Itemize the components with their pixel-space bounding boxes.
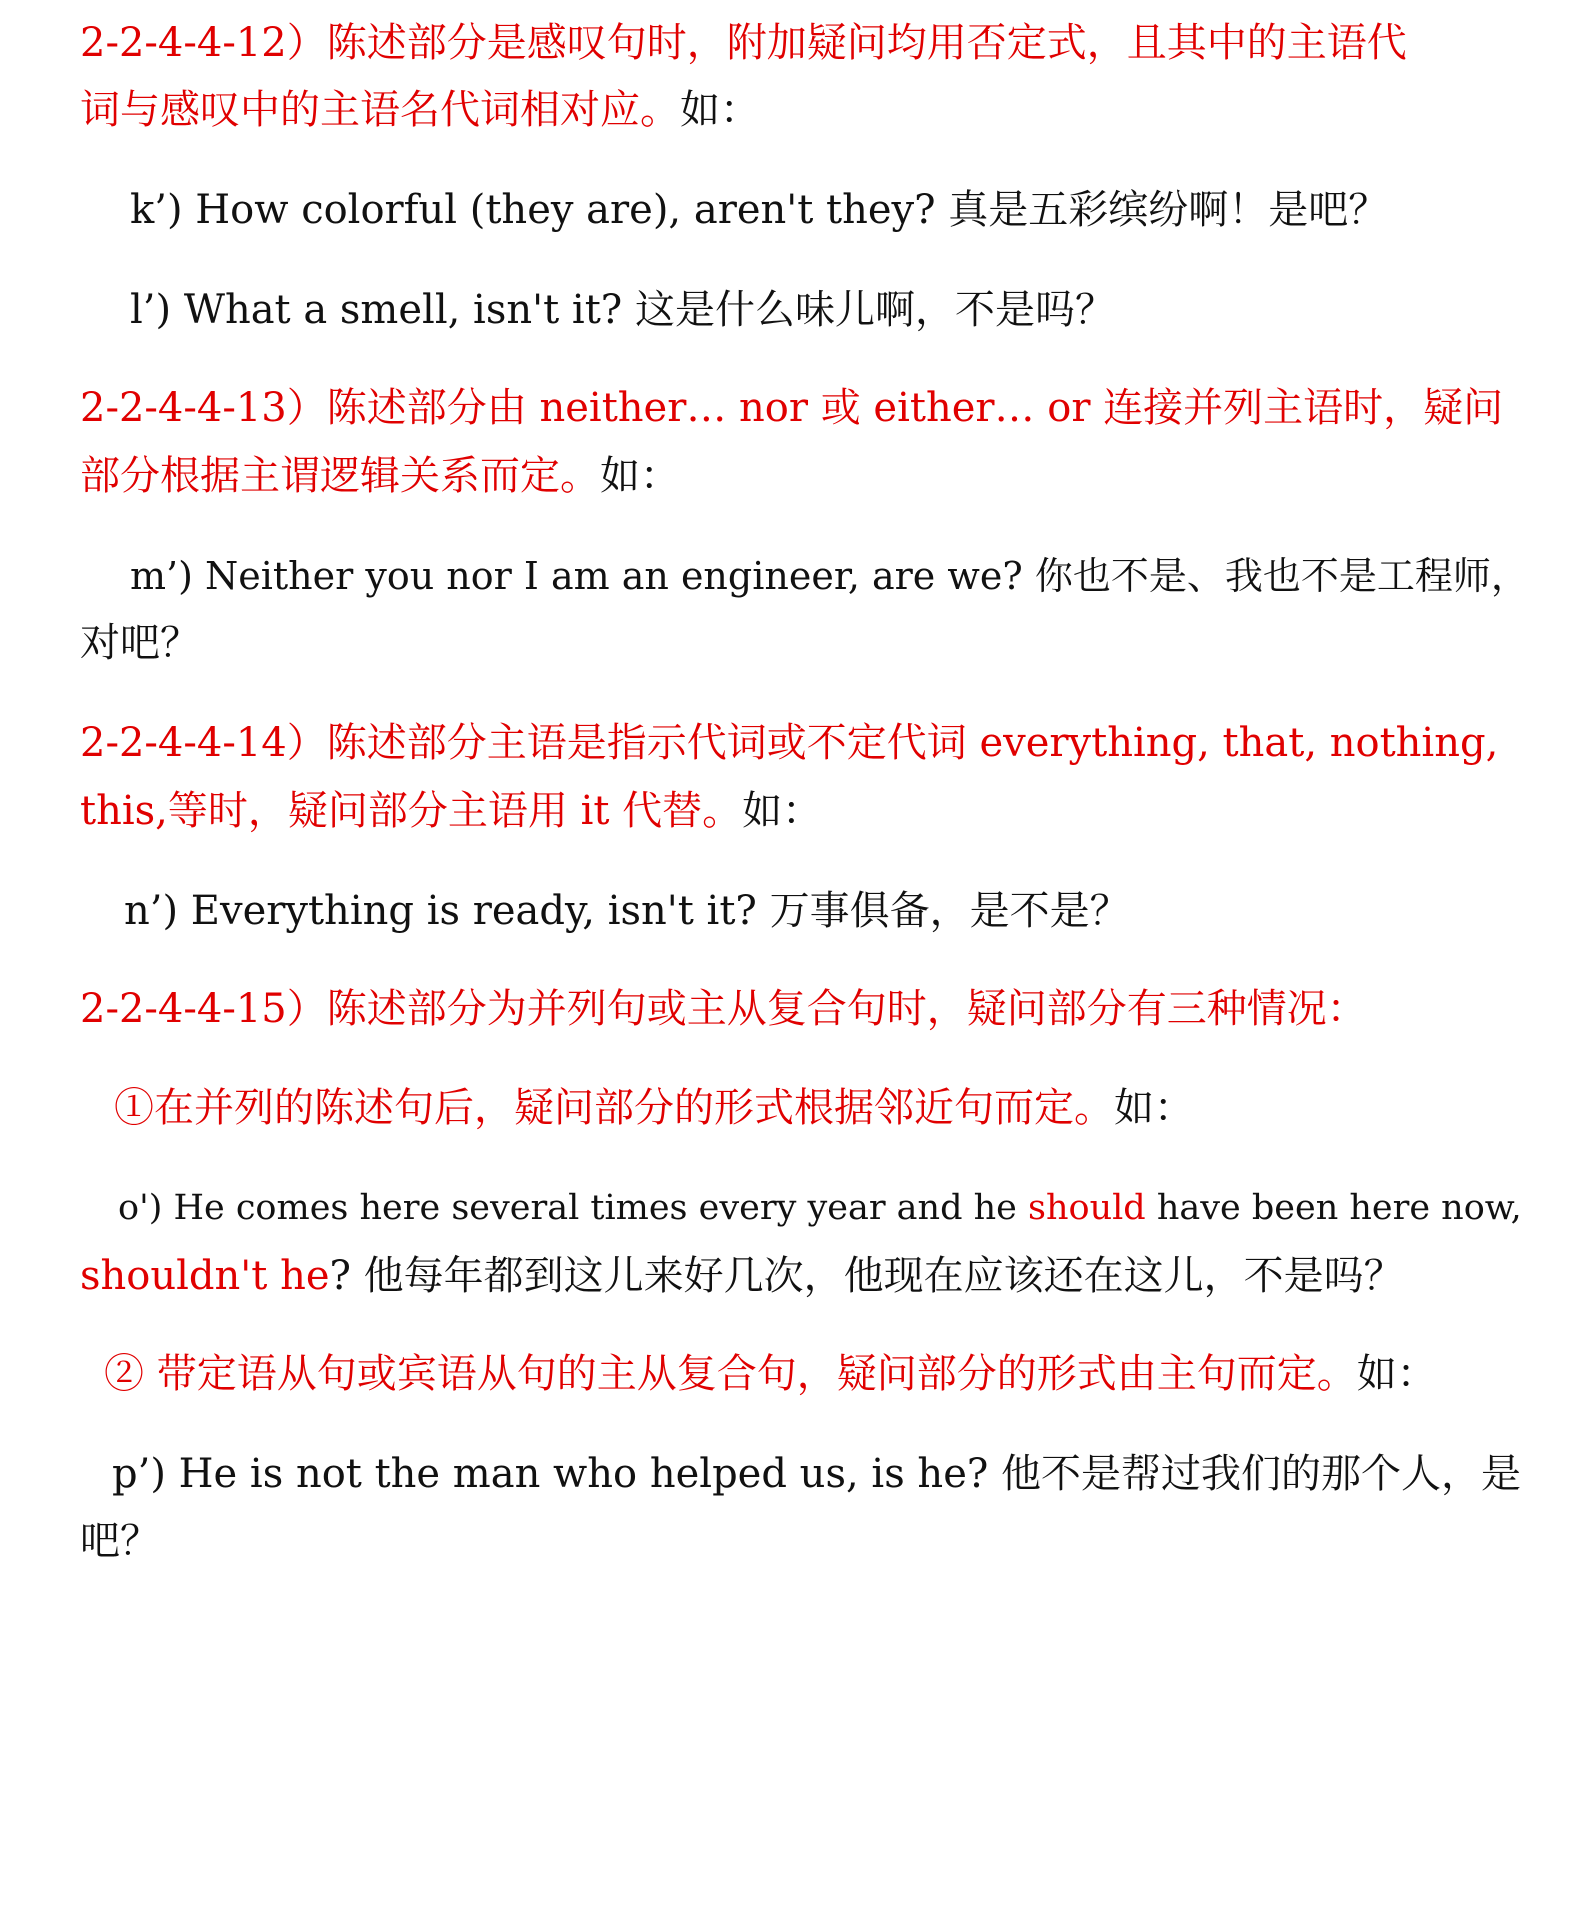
example-p-line1 (112, 1448, 1521, 1500)
heading-13-text: 2-2-4-4-13）陈述部分由 neither… nor 或 either… or 连接并列主语时，疑问 (80, 385, 1504, 431)
example-m-line2 (80, 617, 200, 669)
case-2-text: ② 带定语从句或宾语从句的主从复合句，疑问部分的形式由主句而定。 (104, 1351, 1357, 1397)
case-2-ru: 如： (1356, 1351, 1437, 1397)
heading-13-line2 (80, 450, 680, 502)
example-o-line1 (118, 1182, 1522, 1234)
heading-13-ru: 如： (600, 453, 680, 499)
example-p-text-cont: 吧？ (80, 1518, 160, 1564)
heading-13-line1 (80, 382, 1503, 434)
example-m-text-cont: 对吧？ (80, 620, 200, 666)
case-1-ru: 如： (1114, 1085, 1194, 1131)
example-m-line1 (130, 550, 1529, 602)
example-p-line2 (80, 1515, 160, 1567)
example-o-highlight-tag: shouldn't he (80, 1253, 330, 1299)
heading-14-ru: 如： (742, 788, 823, 834)
example-o-translation: ? 他每年都到这儿来好几次，他现在应该还在这儿，不是吗？ (329, 1253, 1404, 1299)
heading-13-text-cont: 部分根据主谓逻辑关系而定。 (80, 453, 600, 499)
example-o-text-c: have been here now, (1145, 1188, 1522, 1228)
heading-15 (80, 983, 1367, 1035)
heading-12-text-cont: 词与感叹中的主语名代词相对应。 (80, 87, 680, 133)
heading-12-line2 (80, 84, 760, 136)
example-m-text: m’) Neither you nor I am an engineer, are we? 你也不是、我也不是工程师， (130, 554, 1529, 598)
example-k (130, 184, 1388, 236)
heading-14-text-cont: this,等时，疑问部分主语用 it 代替。 (80, 788, 743, 834)
heading-14-text: 2-2-4-4-14）陈述部分主语是指示代词或不定代词 everything, that, nothing, (80, 720, 1499, 766)
example-l-text: l’) What a smell, isn't it? 这是什么味儿啊，不是吗？ (130, 287, 1115, 333)
example-l (130, 284, 1115, 336)
heading-14-line2 (80, 785, 822, 837)
example-k-text: k’) How colorful (they are), aren't they? 真是五彩缤纷啊！是吧？ (130, 187, 1389, 233)
heading-12-ru: 如： (680, 87, 760, 133)
case-1-text: ①在并列的陈述句后，疑问部分的形式根据邻近句而定。 (114, 1085, 1114, 1131)
example-n-text: n’) Everything is ready, isn't it? 万事俱备，是不是？ (124, 888, 1130, 934)
case-2 (104, 1348, 1437, 1400)
heading-12-text: 2-2-4-4-12）陈述部分是感叹句时，附加疑问均用否定式，且其中的主语代 (80, 20, 1407, 66)
example-o-text-a: o') He comes here several times every year and he (118, 1188, 1028, 1228)
heading-12-line1 (80, 17, 1407, 69)
case-1 (114, 1082, 1194, 1134)
example-n (124, 885, 1130, 937)
heading-15-text: 2-2-4-4-15）陈述部分为并列句或主从复合句时，疑问部分有三种情况： (80, 986, 1367, 1032)
example-o-highlight-should: should (1028, 1188, 1146, 1228)
heading-14-line1 (80, 717, 1498, 769)
example-p-text: p’) He is not the man who helped us, is he? 他不是帮过我们的那个人，是 (112, 1451, 1522, 1497)
example-o-line2 (80, 1250, 1404, 1302)
